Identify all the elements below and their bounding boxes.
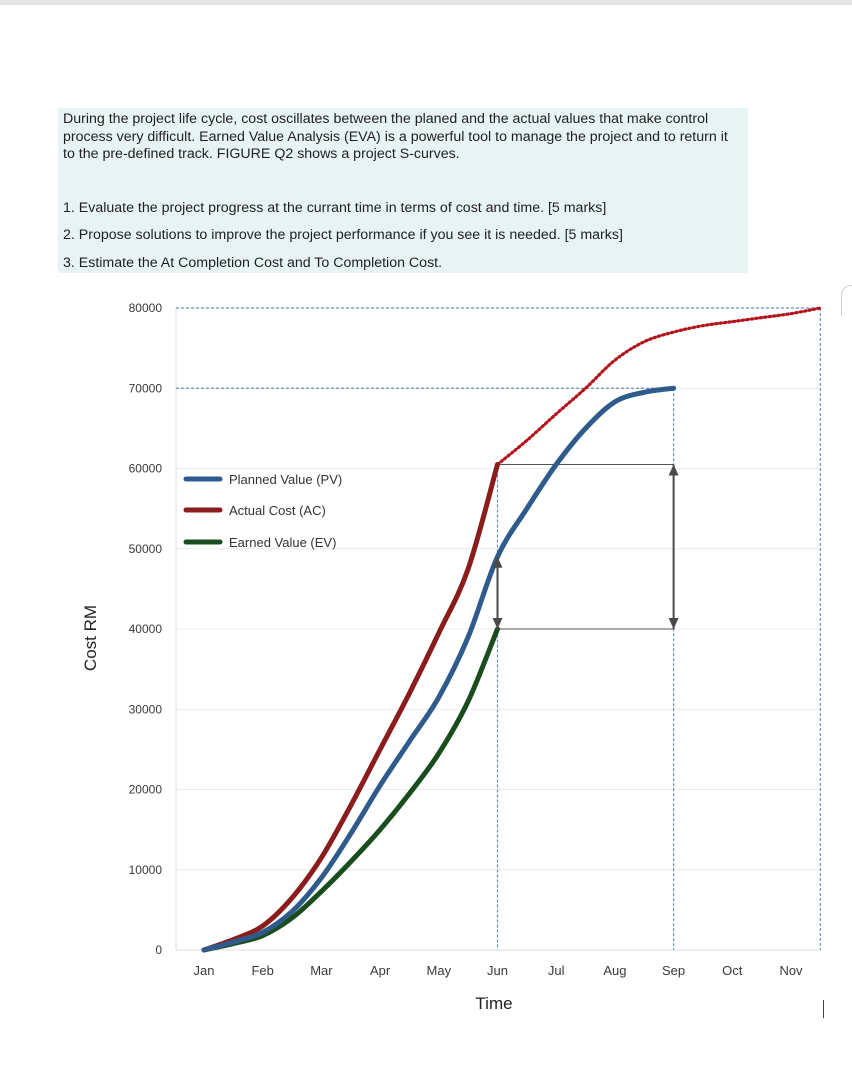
schedule-variance-arrow-head-bottom [493,618,503,629]
question-paragraph: During the project life cycle, cost oscillates between the planed and the actual values that make control process very difficult. Earned Value Analysis (EVA) is a powerful tool to manage the project and to return it to the pre-defined track. FIGURE Q2 shows a project S-curves. [63,111,728,162]
x-tick-label-jul: Jul [547,963,565,978]
x-tick-label-may: May [426,963,452,978]
y-tick-label-40000: 40000 [128,622,162,636]
y-tick-label-0: 0 [155,943,162,957]
y-tick-label-80000: 80000 [128,301,162,315]
x-tick-label-mar: Mar [310,963,333,978]
question-item-2: 2. Propose solutions to improve the project performance if you see it is needed. [5 marks] [63,227,623,243]
y-tick-label-20000: 20000 [128,782,162,797]
y-tick-label-60000: 60000 [128,461,162,476]
question-item-3: 3. Estimate the At Completion Cost and To Completion Cost. [63,255,443,271]
legend-label-pv: Planned Value (PV) [229,472,343,487]
y-tick-label-30000: 30000 [128,702,162,717]
y-axis-title: Cost RM [81,604,100,672]
legend [186,472,342,550]
x-tick-label-oct: Oct [722,963,743,978]
x-tick-label-aug: Aug [603,963,627,978]
x-axis-title: Time [475,994,513,1013]
y-tick-label-70000: 70000 [128,381,162,396]
question-item-1: 1. Evaluate the project progress at the currant time in terms of cost and time. [5 marks] [63,200,607,216]
x-tick-label-jan: Jan [193,963,215,978]
y-tick-label-50000: 50000 [128,541,162,556]
legend-label-ev: Earned Value (EV) [229,535,337,550]
y-tick-label-10000: 10000 [128,862,162,877]
x-tick-label-jun: Jun [487,963,508,978]
x-tick-label-sep: Sep [662,963,686,978]
cost-variance-arrow-head-top [669,464,679,475]
x-tick-label-nov: Nov [779,963,803,978]
variance-arrows [493,464,679,629]
cost-variance-arrow-head-bottom [669,618,679,629]
legend-label-ac: Actual Cost (AC) [229,503,326,518]
x-tick-label-apr: Apr [369,963,391,978]
forecast-ac-line [498,308,821,464]
x-tick-label-feb: Feb [251,963,274,978]
